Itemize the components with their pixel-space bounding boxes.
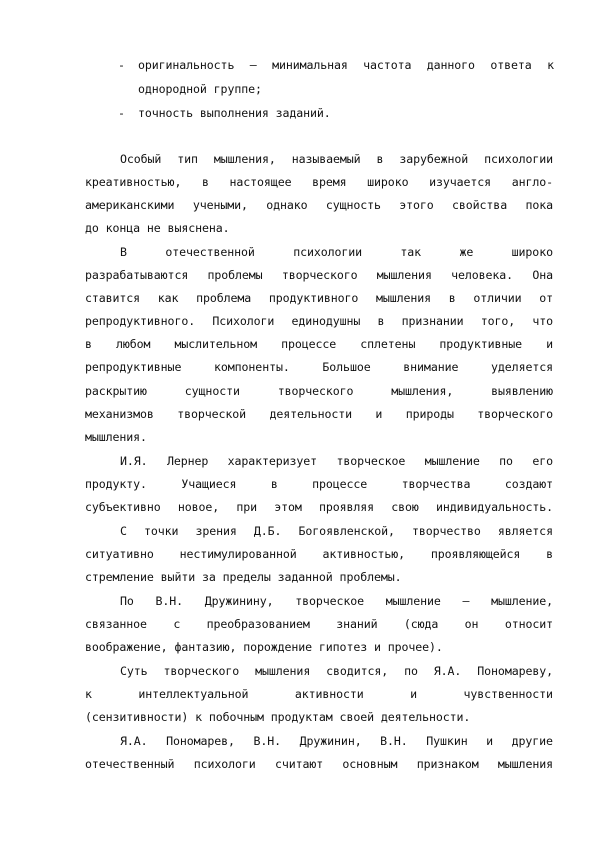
paragraph-text-line: мышления. [85, 430, 147, 444]
bullet-text-line: оригинальность – минимальная частота данного ответа к [138, 58, 554, 72]
paragraph-text-line: к интеллектуальной активности и чувственности [85, 687, 553, 701]
paragraph-text-line: В отечественной психологии так же широко [120, 245, 553, 259]
paragraph-text-line: разрабатываются проблемы творческого мышления человека. Она [85, 268, 553, 282]
paragraph-text-line: раскрытию сущности творческого мышления, выявлению [85, 384, 553, 398]
bullet-marker: - [118, 106, 125, 120]
paragraph-text-line: С точки зрения Д.Б. Богоявленской, творчество является [120, 524, 553, 538]
bullet-text-line: однородной группе; [138, 82, 262, 96]
paragraph-text-line: Особый тип мышления, называемый в зарубежной психологии [120, 152, 553, 166]
paragraph-text-line: отечественный психологи считают основным признаком мышления [85, 757, 553, 771]
paragraph-text-line: в любом мыслительном процессе сплетены продуктивные и [85, 337, 553, 351]
paragraph-text-line: По В.Н. Дружинину, творческое мышление – мышление, [120, 594, 553, 608]
paragraph-text-line: американскими учеными, однако сущность этого свойства пока [85, 198, 553, 212]
paragraph-text-line: креативностью, в настоящее время широко изучается англо- [85, 175, 553, 189]
paragraph-text-line: до конца не выяснена. [85, 221, 230, 235]
paragraph-text-line: Суть творческого мышления сводится, по Я.А. Пономареву, [120, 664, 553, 678]
paragraph-text-line: репродуктивного. Психологи единодушны в признании того, что [85, 314, 553, 328]
paragraph-text-line: связанное с преобразованием знаний (сюда он относит [85, 617, 553, 631]
bullet-text-line: точность выполнения заданий. [138, 106, 331, 120]
paragraph-text-line: воображение, фантазию, порождение гипотез и прочее). [85, 640, 443, 654]
paragraph-text-line: субъективно новое, при этом проявляя свою индивидуальность. [85, 500, 553, 514]
paragraph-text-line: И.Я. Лернер характеризует творческое мышление по его [120, 454, 553, 468]
paragraph-text-line: (сензитивности) к побочным продуктам своей деятельности. [85, 710, 471, 724]
paragraph-text-line: ставится как проблема продуктивного мышления в отличии от [85, 291, 553, 305]
bullet-marker: - [118, 58, 125, 72]
paragraph-text-line: стремление выйти за пределы заданной проблемы. [85, 570, 402, 584]
paragraph-text-line: механизмов творческой деятельности и природы творческого [85, 407, 553, 421]
paragraph-text-line: Я.А. Пономарев, В.Н. Дружинин, В.Н. Пушкин и другие [120, 734, 553, 748]
paragraph-text-line: продукту. Учащиеся в процессе творчества создают [85, 477, 553, 491]
paragraph-text-line: ситуативно нестимулированной активностью, проявляющейся в [85, 547, 553, 561]
paragraph-text-line: репродуктивные компоненты. Большое внимание уделяется [85, 360, 553, 374]
